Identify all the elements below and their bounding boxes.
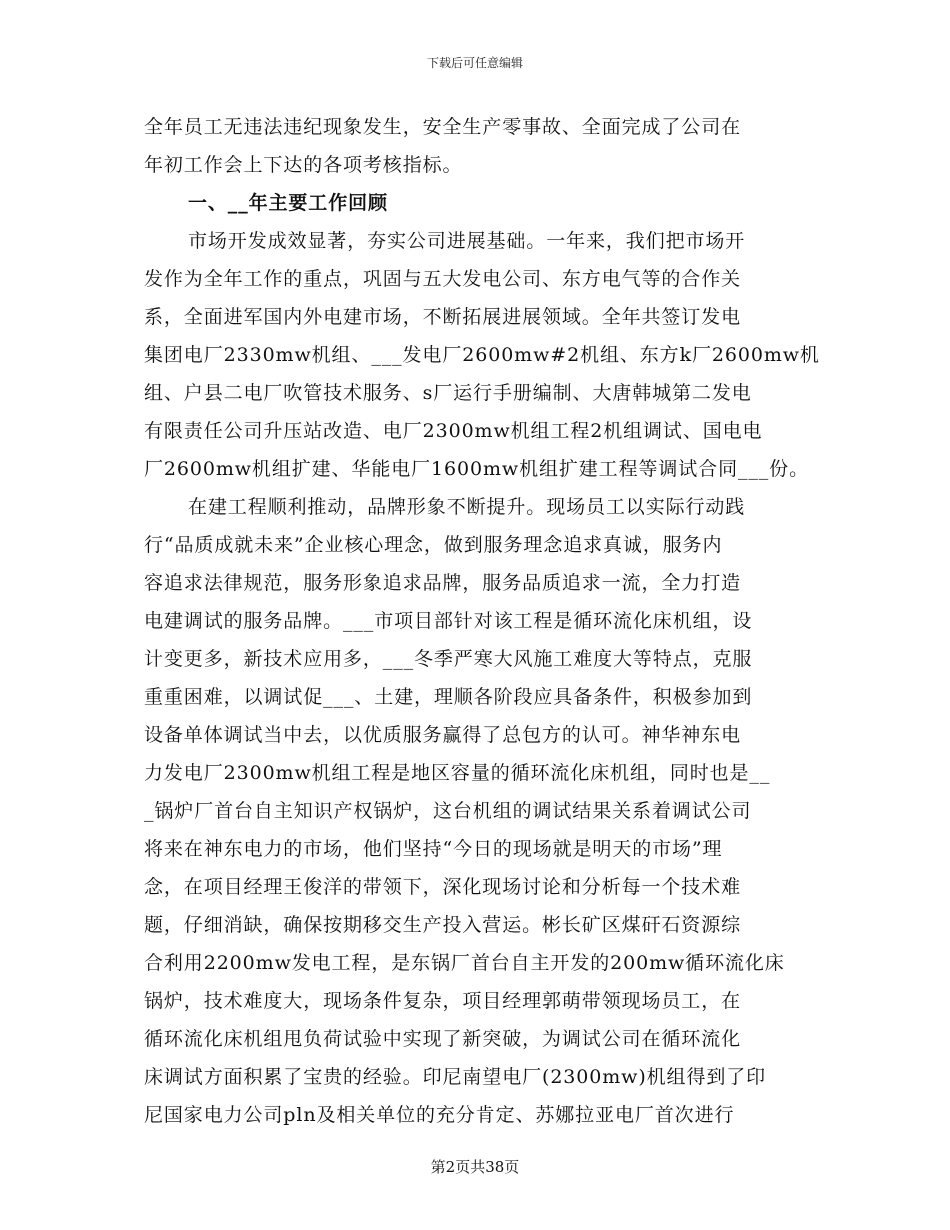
text-line: 计变更多，新技术应用多，___冬季严寒大风施工难度大等特点，克服 — [144, 648, 753, 670]
paragraph-first-line: 市场开发成效显著，夯实公司进展基础。一年来，我们把市场开 — [188, 230, 746, 252]
text-line: 集团电厂2330mw机组、___发电厂2600mw#2机组、东方k厂2600mw机 — [144, 344, 820, 366]
page-footer: 第2页共38页 — [430, 1158, 520, 1176]
text-line: 床调试方面积累了宝贵的经验。印尼南望电厂(2300mw)机组得到了印 — [144, 1066, 767, 1088]
text-line: 重重困难，以调试促___、土建，理顺各阶段应具备条件，积极参加到 — [144, 686, 753, 708]
text-line: 厂2600mw机组扩建、华能电厂1600mw机组扩建工程等调试合同___份。 — [144, 458, 809, 480]
text-line: _锅炉厂首台自主知识产权锅炉，这台机组的调试结果关系着调试公司 — [144, 800, 752, 822]
text-line: 设备单体调试当中去，以优质服务赢得了总包方的认可。神华神东电 — [144, 724, 742, 746]
section-heading: 一、__年主要工作回顾 — [188, 192, 388, 214]
page-header: 下载后可任意编辑 — [426, 56, 523, 70]
text-line: 题，仔细消缺，确保按期移交生产投入营运。彬长矿区煤矸石资源综 — [144, 914, 742, 936]
body-text — [144, 108, 820, 1134]
text-line: 容追求法律规范，服务形象追求品牌，服务品质追求一流，全力打造 — [144, 572, 742, 594]
text-line: 力发电厂2300mw机组工程是地区容量的循环流化床机组，同时也是__ — [144, 762, 771, 784]
text-line: 念，在项目经理王俊洋的带领下，深化现场讨论和分析每一个技术难 — [144, 876, 742, 898]
text-line: 行“品质成就未来”企业核心理念，做到服务理念追求真诚，服务内 — [144, 534, 723, 556]
text-line: 年初工作会上下达的各项考核指标。 — [144, 154, 463, 176]
text-line: 将来在神东电力的市场，他们坚持“今日的现场就是明天的市场”理 — [144, 838, 723, 860]
paragraph-first-line: 在建工程顺利推动，品牌形象不断提升。现场员工以实际行动践 — [188, 496, 746, 518]
text-line: 合利用2200mw发电工程，是东锅厂首台自主开发的200mw循环流化床 — [144, 952, 785, 974]
text-line: 循环流化床机组甩负荷试验中实现了新突破，为调试公司在循环流化 — [144, 1028, 742, 1050]
text-line: 电建调试的服务品牌。___市项目部针对该工程是循环流化床机组，设 — [144, 610, 753, 632]
text-line: 系，全面进军国内外电建市场，不断拓展进展领域。全年共签订发电 — [144, 306, 742, 328]
text-line: 全年员工无违法违纪现象发生，安全生产零事故、全面完成了公司在 — [144, 116, 742, 138]
text-line: 发作为全年工作的重点，巩固与五大发电公司、东方电气等的合作关 — [144, 268, 742, 290]
text-line: 锅炉，技术难度大，现场条件复杂，项目经理郭萌带领现场员工，在 — [144, 990, 742, 1012]
text-line: 有限责任公司升压站改造、电厂2300mw机组工程2机组调试、国电电 — [144, 420, 763, 442]
text-line: 尼国家电力公司pln及相关单位的充分肯定、苏娜拉亚电厂首次进行 — [144, 1104, 735, 1126]
text-line: 组、户县二电厂吹管技术服务、s厂运行手册编制、大唐韩城第二发电 — [144, 382, 752, 404]
